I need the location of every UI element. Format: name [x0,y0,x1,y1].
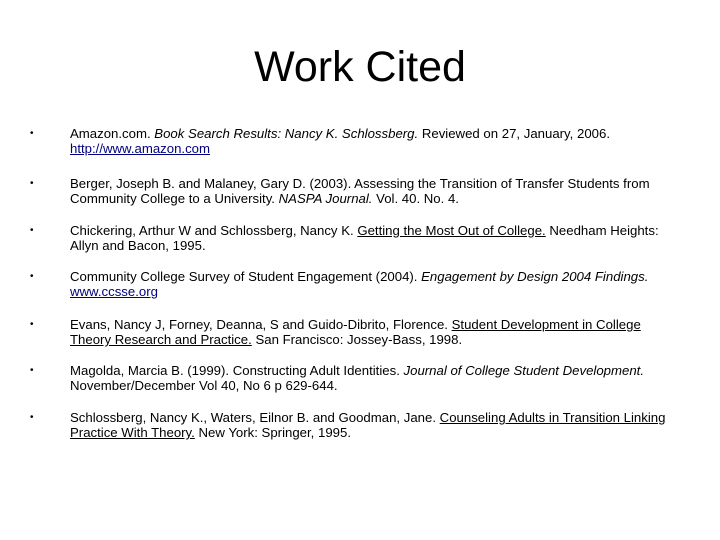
reference-text [70,223,685,253]
reference-link[interactable]: http://www.amazon.com [70,141,210,156]
reference-segment: Berger, Joseph B. and Malaney, Gary D. (2003). Assessing the Transition of Transfer Students from Community College to a University. [70,176,650,206]
reference-segment: New York: Springer, 1995. [194,425,351,440]
reference-title: Student Development in College Theory Research and Practice. [70,317,641,347]
reference-segment: Evans, Nancy J, Forney, Deanna, S and Guido-Dibrito, Florence. [70,317,452,332]
reference-journal: Journal of College Student Development. [403,363,644,378]
reference-title: Counseling Adults in Transition Linking Practice With Theory. [70,410,666,440]
reference-title: Book Search Results: Nancy K. Schlossberg. [154,126,419,141]
bullet-icon: • [30,128,34,139]
reference-text [70,363,685,393]
reference-text [70,317,685,347]
reference-text [70,126,685,156]
reference-segment: Schlossberg, Nancy K., Waters, Eilnor B. and Goodman, Jane. [70,410,440,425]
reference-segment: Amazon.com. [70,126,155,141]
reference-title: Engagement by Design 2004 Findings. [421,269,649,284]
bullet-icon: • [30,319,34,330]
reference-segment: Community College Survey of Student Engagement (2004). [70,269,422,284]
bullet-icon: • [30,225,34,236]
reference-segment: November/December Vol 40, No 6 p 629-644. [70,378,338,393]
reference-text [70,410,685,440]
reference-segment: San Francisco: Jossey-Bass, 1998. [251,332,463,347]
reference-text [70,269,685,299]
bullet-icon: • [30,271,34,282]
reference-segment: Magolda, Marcia B. (1999). Constructing Adult Identities. [70,363,404,378]
bullet-icon: • [30,412,34,423]
reference-link[interactable]: www.ccsse.org [70,284,158,299]
page-title: Work Cited [254,43,466,91]
reference-title: Getting the Most Out of College. [357,223,546,238]
reference-segment: Reviewed on 27, January, 2006. [418,126,611,141]
bullet-icon: • [30,178,34,189]
bullet-icon: • [30,365,34,376]
reference-journal: NASPA Journal. [278,191,373,206]
reference-segment: Vol. 40. No. 4. [372,191,459,206]
reference-text [70,176,685,206]
reference-segment: Chickering, Arthur W and Schlossberg, Nancy K. [70,223,358,238]
reference-segment: Needham Heights: Allyn and Bacon, 1995. [70,223,659,253]
